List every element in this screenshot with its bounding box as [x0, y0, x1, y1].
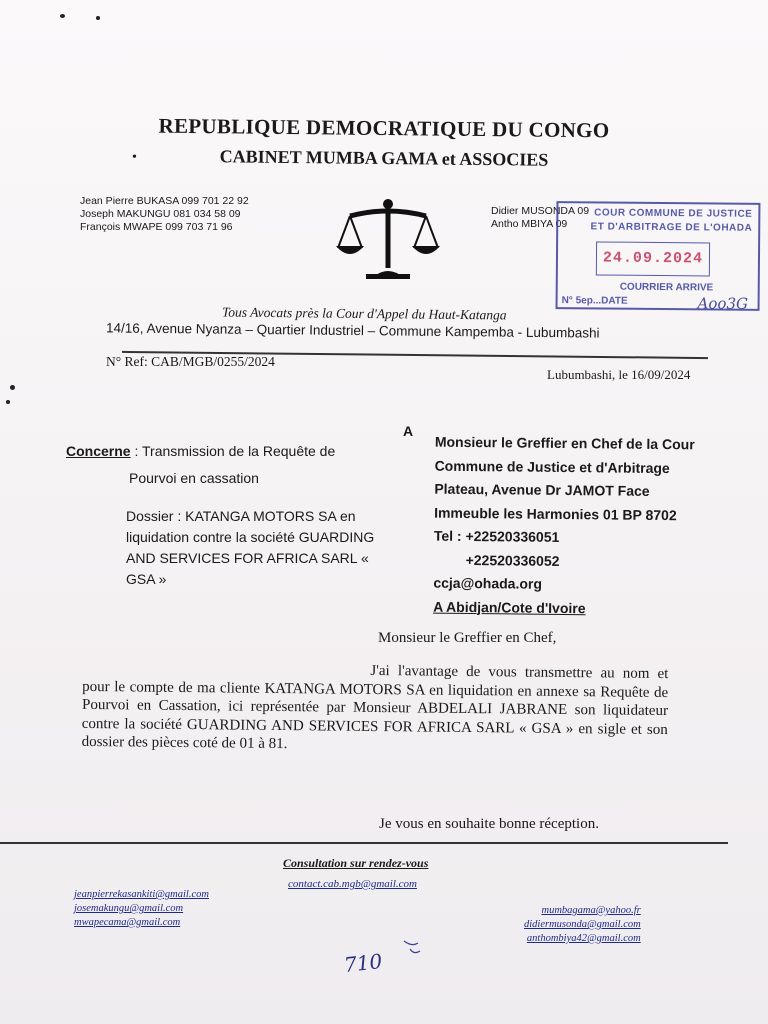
- emails-right: [524, 904, 641, 946]
- subject-line: [66, 443, 335, 459]
- partner-line: François MWAPE 099 703 71 96: [80, 221, 233, 233]
- scales-of-justice-icon: [336, 198, 440, 280]
- firm-address: 14/16, Avenue Nyanza – Quartier Industriel – Commune Kampemba - Lubumbashi: [105, 320, 600, 341]
- email-line: jeanpierrekasankiti@gmail.com: [74, 889, 209, 900]
- letter-body: [82, 659, 669, 758]
- subject-text-cont: Pourvoi en cassation: [129, 470, 259, 486]
- recipient-city: A Abidjan/Cote d'Ivoire: [433, 598, 586, 616]
- handwritten-number: 710: [342, 949, 384, 977]
- stamp-line: COUR COMMUNE DE JUSTICE: [594, 207, 753, 220]
- partner-line: Antho MBIYA 09: [491, 218, 568, 230]
- recipient-prefix: A: [403, 423, 414, 439]
- recipient-line: Immeuble les Harmonies 01 BP 8702: [434, 504, 677, 523]
- bullet-mark: •: [132, 150, 137, 165]
- recipient-line: Plateau, Avenue Dr JAMOT Face: [434, 480, 650, 499]
- email-line: mumbagama@yahoo.fr: [541, 905, 641, 916]
- partner-line: Jean Pierre BUKASA 099 701 22 92: [80, 195, 249, 207]
- dossier-text: Dossier : KATANGA MOTORS SA en liquidation contre la société GUARDING AND SERVICES FOR AFRICA SARL « GSA »: [126, 508, 375, 587]
- contact-email: contact.cab.mgb@gmail.com: [288, 878, 417, 890]
- reference-number: N° Ref: CAB/MGB/0255/2024: [106, 354, 275, 369]
- emails-left: [74, 888, 209, 930]
- stamp-signature: Aoo3G: [697, 294, 749, 313]
- handwritten-mark: [340, 935, 440, 980]
- stamp-line: N° 5ep...DATE: [561, 295, 628, 307]
- stamp-line: ET D'ARBITRAGE DE L'OHADA: [590, 221, 753, 234]
- stamp-line: COURRIER ARRIVE: [619, 281, 714, 294]
- recipient-line: Commune de Justice et d'Arbitrage: [434, 457, 670, 476]
- recipient-email: ccja@ohada.org: [433, 574, 543, 592]
- place-date: Lubumbashi, le 16/09/2024: [547, 367, 691, 382]
- salutation: Monsieur le Greffier en Chef,: [378, 630, 557, 646]
- subject-text: : Transmission de la Requête de: [130, 443, 336, 459]
- partners-left: [80, 195, 249, 234]
- stamp-date: 24.09.2024: [596, 241, 710, 276]
- republic-heading: REPUBLIQUE DEMOCRATIQUE DU CONGO: [158, 113, 610, 143]
- cabinet-heading: CABINET MUMBA GAMA et ASSOCIES: [219, 146, 549, 170]
- recipient-phone: +22520336052: [465, 551, 560, 569]
- tagline: Tous Avocats près la Cour d'Appel du Haut-Katanga: [221, 304, 507, 323]
- subject-label: Concerne: [66, 443, 131, 459]
- recipient-phone: Tel : +22520336051: [433, 527, 560, 545]
- recipient-line: Monsieur le Greffier en Chef de la Cour: [434, 433, 695, 453]
- partner-line: Joseph MAKUNGU 081 034 58 09: [80, 208, 241, 220]
- email-line: mwapecama@gmail.com: [74, 917, 181, 928]
- closing-line: Je vous en souhaite bonne réception.: [379, 816, 599, 832]
- partner-line: Didier MUSONDA 09: [491, 205, 590, 217]
- consultation-note: Consultation sur rendez-vous: [283, 856, 429, 870]
- recipient-block: [433, 431, 695, 622]
- reception-stamp: [556, 201, 761, 311]
- email-line: anthombiya42@gmail.com: [526, 933, 641, 944]
- email-line: didiermusonda@gmail.com: [524, 919, 641, 930]
- email-line: josemakungu@gmail.com: [74, 903, 184, 914]
- letter-paragraph: J'ai l'avantage de vous transmettre au nom et pour le compte de ma cliente KATANGA MOTORS SA en liquidation en annexe sa Requête de Pourvoi en Cassation, ici représentée par Monsieur ABDELALI JABRANE son liquidateur contre la société GUARDING AND SERVICES FOR AFRICA SARL « GSA » en sigle et son dossier des pièces coté de 01 à 81.: [81, 662, 669, 753]
- footer-divider: [0, 842, 728, 844]
